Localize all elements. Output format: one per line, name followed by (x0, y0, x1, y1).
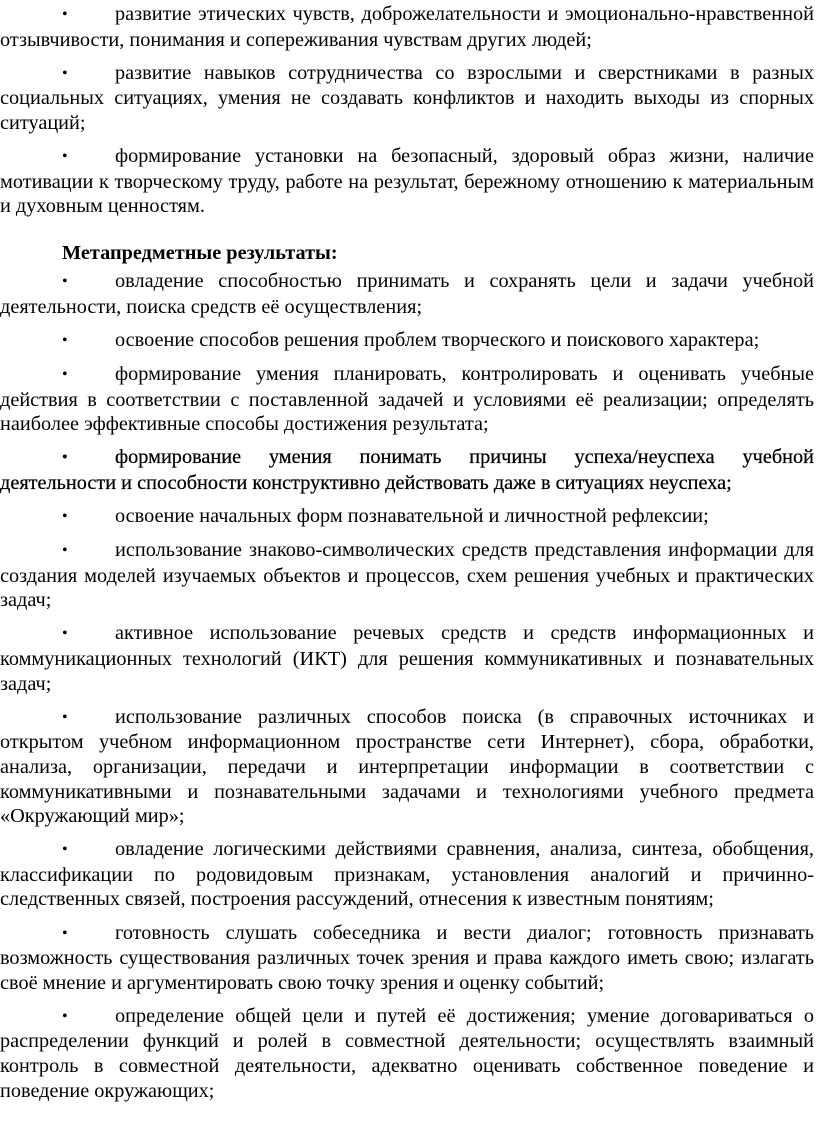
bullet-icon: • (62, 924, 68, 942)
bullet-icon: • (62, 625, 68, 643)
bullet-icon: • (62, 542, 68, 560)
bullet-icon: • (62, 841, 68, 859)
list-item: • освоение начальных форм познавательной и личностной рефлексии; (0, 504, 814, 530)
bullet-icon: • (62, 273, 68, 291)
list-item: • формирование умения планировать, контролировать и оценивать учебные действия в соответствии с поставленной задачей и условиями её реализации; определять наиболее эффективные способы достижения результата; (0, 363, 814, 436)
section-heading: Метапредметные результаты: (62, 241, 338, 264)
list-item: • развитие навыков сотрудничества со взрослыми и сверстниками в разных социальных ситуациях, умения не создавать конфликтов и находить выходы из спорных ситуаций; (0, 61, 814, 134)
personal-results-list (0, 2, 814, 219)
bullet-icon: • (62, 366, 68, 384)
meta-results-list (0, 269, 814, 1103)
bullet-icon: • (62, 708, 68, 726)
list-item: • освоение способов решения проблем творческого и поискового характера; (0, 328, 814, 354)
list-item: • использование знаково-символических средств представления информации для создания моделей изучаемых объектов и процессов, схем решения учебных и практических задач; (0, 539, 814, 612)
bullet-icon: • (62, 6, 68, 23)
list-item: • развитие этических чувств, доброжелательности и эмоционально-нравственной отзывчивости, понимания и сопереживания чувствам других людей; (0, 3, 814, 51)
bullet-icon: • (62, 147, 68, 165)
list-item: • готовность слушать собеседника и вести диалог; готовность признавать возможность существования различных точек зрения и права каждого иметь свою; излагать своё мнение и аргументировать свою точку зрения и оценку событий; (0, 921, 814, 994)
list-item: • определение общей цели и путей её достижения; умение договариваться о распределении функций и ролей в совместной деятельности; осуществлять взаимный контроль в совместной деятельности, адекватно оценивать собственное поведение и поведение окружающих; (0, 1004, 814, 1102)
list-item: • использование различных способов поиска (в справочных источниках и открытом учебном информационном пространстве сети Интернет), сбора, обработки, анализа, организации, передачи и интерпретации информации в соответствии с коммуникативными и познавательными задачами и технологиями учебного предмета «Окружающий мир»; (0, 705, 814, 828)
bullet-icon: • (62, 508, 68, 526)
bullet-icon: • (62, 449, 68, 467)
list-item: • формирование умения понимать причины успеха/неуспеха учебной деятельности и способности конструктивно действовать даже в ситуациях неуспеха; (0, 446, 814, 494)
bullet-icon: • (62, 332, 68, 350)
list-item: • активное использование речевых средств и средств информационных и коммуникационных технологий (ИКТ) для решения коммуникативных и познавательных задач; (0, 622, 814, 695)
list-item: • формирование установки на безопасный, здоровый образ жизни, наличие мотивации к творческому труду, работе на результат, бережному отношению к материальным и духовным ценностям. (0, 144, 814, 218)
bullet-icon: • (62, 1007, 68, 1025)
list-item: • овладение способностью принимать и сохранять цели и задачи учебной деятельности, поиска средств её осуществления; (0, 270, 814, 318)
bullet-icon: • (62, 64, 68, 82)
list-item: • овладение логическими действиями сравнения, анализа, синтеза, обобщения, классификации по родовидовым признакам, установления аналогий и причинно-следственных связей, построения рассуждений, отнесения к известным понятиям; (0, 838, 814, 911)
